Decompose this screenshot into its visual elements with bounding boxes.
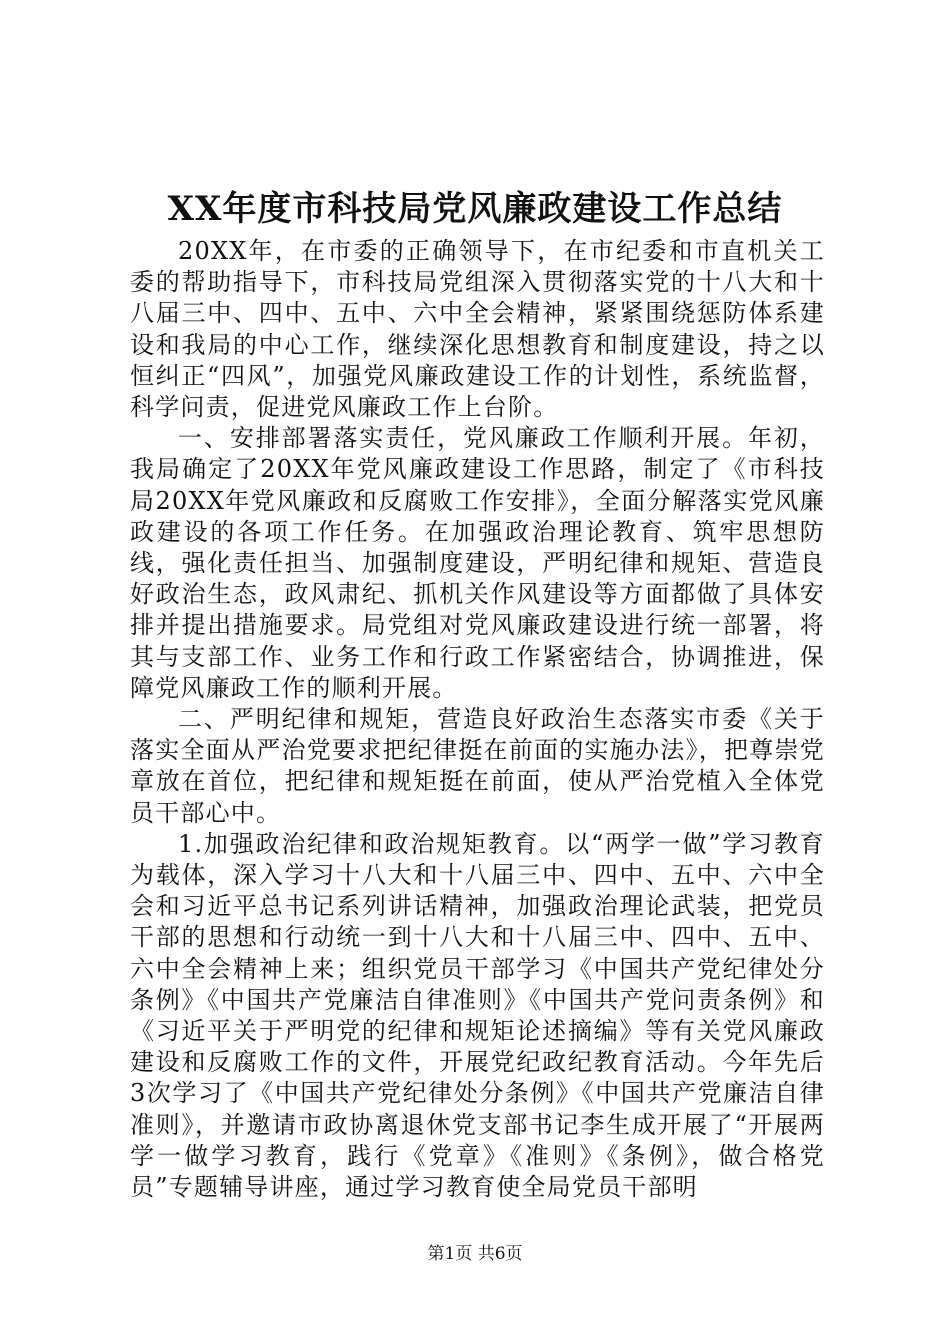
paragraph-intro: 20XX年，在市委的正确领导下，在市纪委和市直机关工委的帮助指导下，市科技局党组深入贯彻落实党的十八大和十八届三中、四中、五中、六中全会精神，紧紧围绕惩防体系建设和我局的中心工作，继续深化思想教育和制度建设，持之以恒纠正“四风”，加强党风廉政建设工作的计划性，系统监督，科学问责，促进党风廉政工作上台阶。 (130, 237, 825, 422)
page-number-footer: 第1页 共6页 (427, 1244, 523, 1264)
paragraph-section-1: 一、安排部署落实责任，党风廉政工作顺利开展。年初，我局确定了20XX年党风廉政建设工作思路，制定了《市科技局20XX年党风廉政和反腐败工作安排》，全面分解落实党风廉政建设的各项工作任务。在加强政治理论教育、筑牢思想防线，强化责任担当、加强制度建设，严明纪律和规矩、营造良好政治生态，政风肃纪、抓机关作风建设等方面都做了具体安排并提出措施要求。局党组对党风廉政建设进行统一部署，将其与支部工作、业务工作和行政工作紧密结合，协调推进，保障党风廉政工作的顺利开展。 (130, 424, 825, 702)
document-body (130, 236, 825, 1203)
paragraph-item-1: 1.加强政治纪律和政治规矩教育。以“两学一做”学习教育为载体，深入学习十八大和十八届三中、四中、五中、六中全会和习近平总书记系列讲话精神，加强政治理论武装，把党员干部的思想和行动统一到十八大和十八届三中、四中、五中、六中全会精神上来；组织党员干部学习《中国共产党纪律处分条例》《中国共产党廉洁自律准则》《中国共产党问责条例》和《习近平关于严明党的纪律和规矩论述摘编》等有关党风廉政建设和反腐败工作的文件，开展党纪政纪教育活动。今年先后3次学习了《中国共产党纪律处分条例》《中国共产党廉洁自律准则》，并邀请市政协离退休党支部书记李生成开展了“开展两学一做学习教育，践行《党章》《准则》《条例》，做合格党员”专题辅导讲座，通过学习教育使全局党员干部明 (130, 829, 825, 1202)
document-title: XX年度市科技局党风廉政建设工作总结 (167, 189, 783, 229)
paragraph-section-2: 二、严明纪律和规矩，营造良好政治生态落实市委《关于落实全面从严治党要求把纪律挺在前面的实施办法》，把尊崇党章放在首位，把纪律和规矩挺在前面，使从严治党植入全体党员干部心中。 (130, 705, 825, 827)
